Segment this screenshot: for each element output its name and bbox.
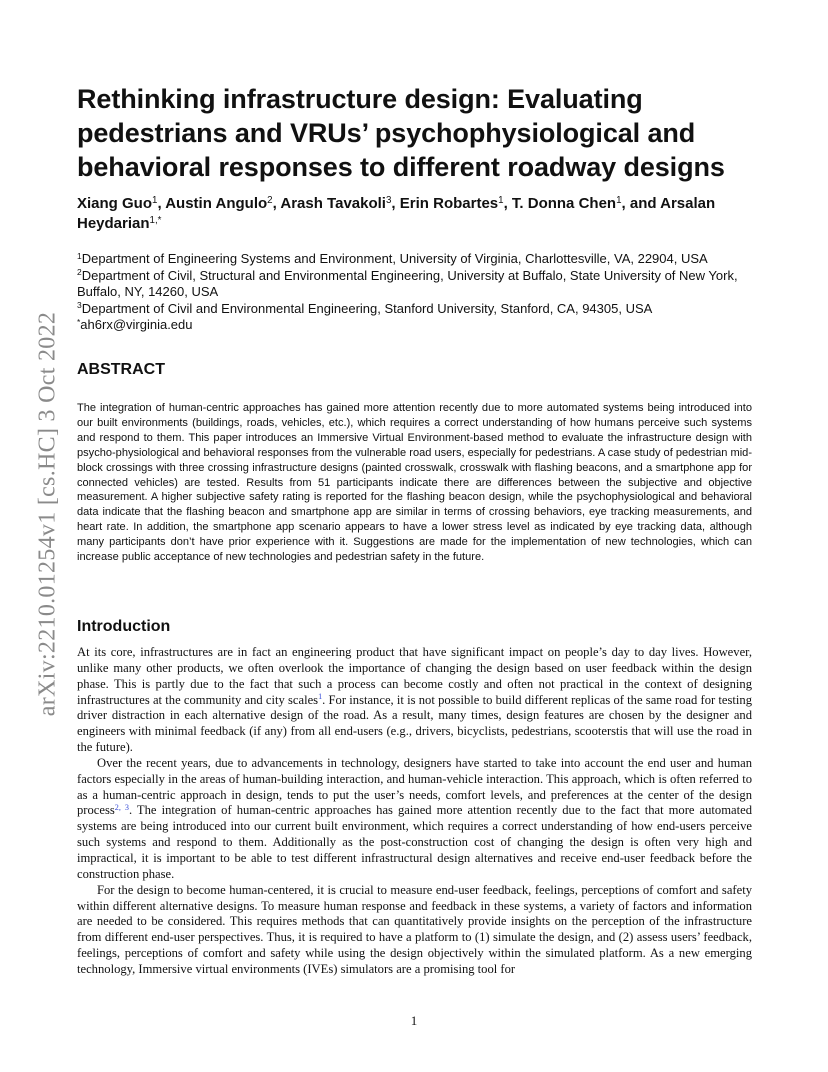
introduction-paragraph — [77, 883, 752, 978]
arxiv-side-stamp: arXiv:2210.01254v1 [cs.HC] 3 Oct 2022 — [34, 311, 61, 717]
citation-link[interactable]: 2, 3 — [114, 803, 129, 813]
affiliation-marker: 1 — [77, 250, 82, 261]
paragraph-text: Over the recent years, due to advancements in technology, designers have started to take into account the end user and human factors especially in the areas of human-building interaction, and human-vehicle interaction. This approach, which is often referred to as a human-centric approach in design, tends to put the user’s needs, comfort levels, and preferences at the center of the design process — [77, 755, 752, 818]
paragraph-text: At its core, infrastructures are in fact an engineering product that have significant impact on people’s day to day lives. However, unlike many other products, we often overlook the importance of changing the design based on user feedback within the design phase. This is partly due to the fact that such a process can become costly and often not practical in the context of designing infrastructures at the community and city scales — [77, 645, 752, 707]
abstract-heading: ABSTRACT — [77, 361, 165, 378]
affiliation-item — [77, 301, 752, 318]
affiliation-marker: * — [77, 316, 81, 327]
author-name: Arash Tavakoli — [280, 195, 386, 212]
author-separator: , — [503, 195, 512, 212]
introduction-heading: Introduction — [77, 618, 171, 635]
affiliation-text: Department of Civil and Environmental Engineering, Stanford University, Stanford, CA, 94305, USA — [81, 300, 653, 316]
author-affiliation-marker: 3 — [385, 195, 392, 207]
paragraph-text: . The integration of human-centric approaches has gained more attention recently due to the fact that more automated systems are being introduced into our current built environment, which requires a correct understanding of how end-users perceive such systems and respond to them. Additionally as the post-construction cost of changing the design is often very high and impractical, it is important to be able to test different infrastructural design alternatives and receive end-user feedback before the construction phase. — [77, 803, 753, 881]
affiliation-text: Department of Civil, Structural and Environmental Engineering, University at Buffalo, State University of New York, Buffalo, NY, 14260, USA — [77, 267, 738, 299]
author-name: Erin Robartes — [399, 195, 499, 212]
author-affiliation-marker: 1,* — [149, 215, 162, 227]
author-affiliation-marker: 2 — [267, 195, 273, 207]
author-list — [77, 194, 752, 234]
author-affiliation-marker: 1 — [498, 195, 504, 207]
paragraph-text: For the design to become human-centered, it is crucial to measure end-user feedback, feelings, perceptions of comfort and safety within different alternative designs. To measure human response and feedback in these systems, a variety of factors and information are needed to be considered. This requires methods that can quantitatively provide insights on the perception of the infrastructure from different end-user perspectives. Thus, it is required to have a platform to (1) simulate the design, and (2) assess users’ feedback, feelings, perceptions of comfort and safety while using the design objectively within the simulated platform. As a new emerging technology, Immersive virtual environments (IVEs) simulators are a promising tool for — [77, 882, 752, 976]
author-affiliation-marker: 1 — [152, 195, 158, 207]
page-number: 1 — [410, 1013, 418, 1028]
author-separator: , — [391, 195, 400, 212]
affiliation-item — [77, 317, 752, 334]
introduction-paragraph — [77, 645, 752, 756]
author-name: Austin Angulo — [165, 195, 268, 212]
affiliation-text: Department of Engineering Systems and Environment, University of Virginia, Charlottesville, VA, 22904, USA — [81, 251, 708, 266]
affiliation-item — [77, 268, 752, 301]
affiliation-text: ah6rx@virginia.edu — [80, 317, 193, 332]
paragraph-text: . For instance, it is not possible to build different replicas of the same road for testing driver distraction in each alternative design of the road. As a result, many times, design features are chosen by the designer and engineers with minimal feedback (if any) from all end-users (e.g., drivers, bicyclists, pedestrians, scooterstis that will use the road in the future). — [77, 692, 752, 755]
affiliation-list — [77, 251, 752, 334]
affiliation-marker: 3 — [77, 300, 82, 311]
introduction-paragraph — [77, 756, 752, 883]
affiliation-marker: 2 — [77, 267, 82, 278]
author-separator: , — [157, 195, 166, 212]
affiliation-item — [77, 251, 752, 268]
citation-link[interactable]: 1 — [318, 692, 323, 702]
abstract-text: The integration of human-centric approaches has gained more attention recently due to more automated systems being introduced into our built environments (buildings, roads, vehicles, etc.), which requires a correct understanding of how humans perceive such systems and respond to them. This paper introduces an Immersive Virtual Environment-based method to evaluate the infrastructure design with psycho-physiological and behavioral responses from the vulnerable road users, especially for pedestrians. A case study of pedestrian mid-block crossings with three crossing infrastructure designs (painted crosswalk, crosswalk with flashing beacons, and a smartphone app for connected vehicles) are tested. Results from 51 participants indicate there are differences between the subjective and objective measurement. A higher subjective safety rating is reported for the flashing beacon design, while the psychophysiological and behavioral data indicate that the flashing beacon and smartphone app are similar in terms of crossing behaviors, eye tracking measurements, and heart rate. In addition, the smartphone app scenario appears to have a lower stress level as indicated by eye tracking data, although many participants don’t have prior experience with it. Suggestions are made for the implementation of new technologies, which can increase public acceptance of new technologies and pedestrian safety in the future. — [77, 402, 752, 564]
author-separator: , and — [621, 195, 661, 212]
paper-title: Rethinking infrastructure design: Evaluating pedestrians and VRUs’ psychophysiological and behavioral responses to different roadway designs — [77, 84, 725, 182]
author-name: Xiang Guo — [77, 195, 152, 212]
introduction-body — [77, 645, 752, 978]
author-name: T. Donna Chen — [511, 195, 617, 212]
author-name: Arsalan Heydarian — [77, 195, 716, 232]
author-separator: , — [272, 195, 281, 212]
author-affiliation-marker: 1 — [616, 195, 622, 207]
